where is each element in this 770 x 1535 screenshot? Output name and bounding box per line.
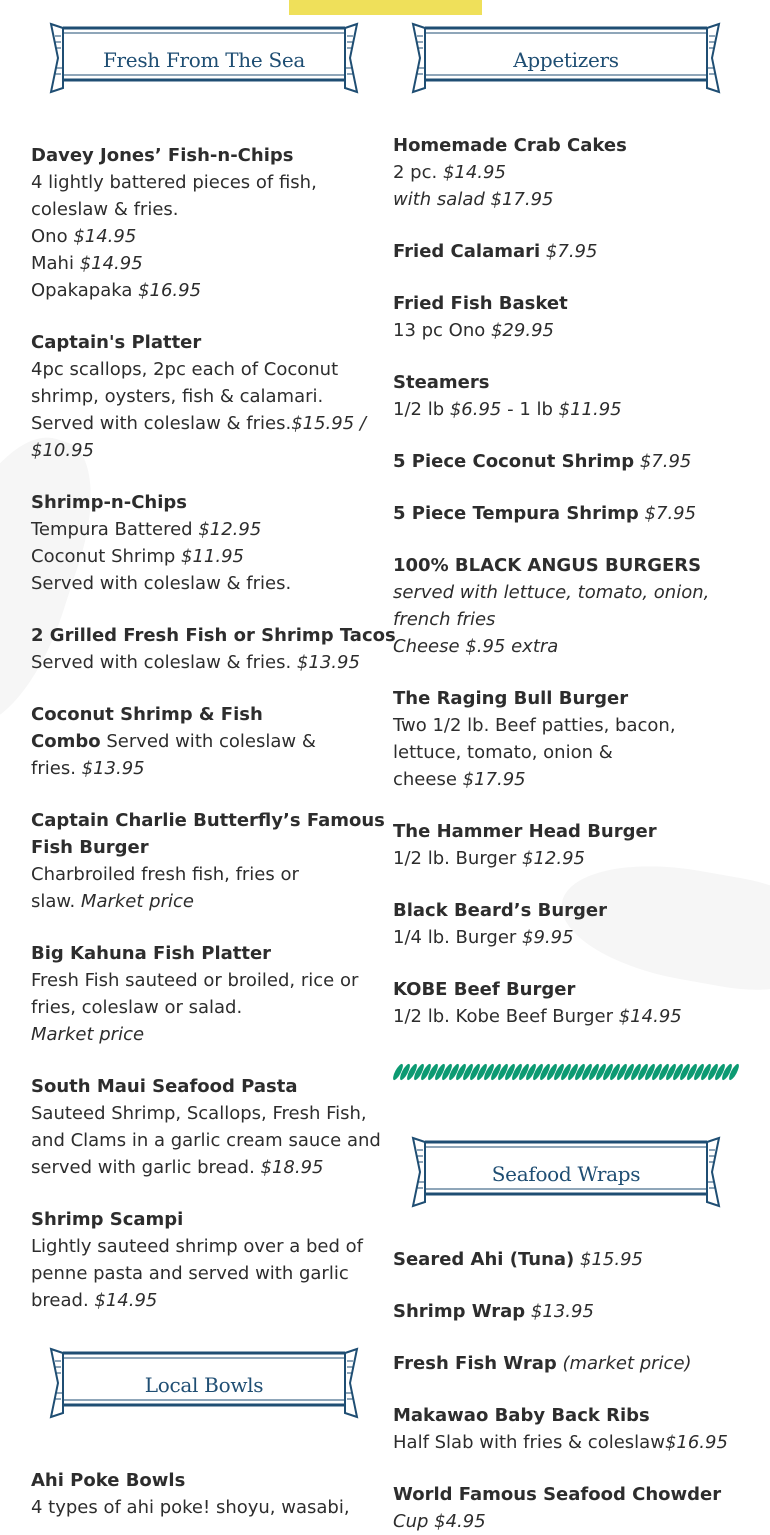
item-price: $14.95	[73, 226, 137, 247]
top-accent-bar	[289, 0, 482, 15]
menu-item	[393, 500, 696, 527]
item-name: Captain Charlie Butterfly’s Famous	[31, 810, 385, 831]
section-banner-local-bowls	[49, 1347, 359, 1421]
item-price: $9.95	[522, 927, 574, 948]
section-title: Local Bowls	[144, 1373, 264, 1397]
item-description: 4 types of ahi poke! shoyu, wasabi,	[31, 1497, 350, 1518]
item-price: $7.95	[644, 503, 697, 524]
item-description: fries, coleslaw or salad.	[31, 997, 243, 1018]
item-description: shrimp, oysters, fish & calamari.	[31, 386, 324, 407]
item-price: $10.95	[31, 440, 94, 461]
item-name: 5 Piece Coconut Shrimp	[393, 451, 635, 472]
item-price: $11.95	[558, 399, 622, 420]
section-title: Appetizers	[513, 48, 619, 72]
item-name: 100% BLACK ANGUS BURGERS	[393, 555, 702, 576]
menu-item	[31, 1073, 381, 1181]
item-price: $14.95	[94, 1290, 158, 1311]
item-name: Captain's Platter	[31, 332, 202, 353]
menu-item	[31, 701, 316, 782]
menu-item	[31, 807, 385, 915]
item-name: The Raging Bull Burger	[393, 688, 629, 709]
rope-divider-icon	[393, 1061, 739, 1083]
item-name: World Famous Seafood Chowder	[393, 1484, 722, 1505]
item-price: $7.95	[545, 241, 598, 262]
item-option: Opakapaka	[31, 280, 139, 301]
item-description: 4pc scallops, 2pc each of Coconut	[31, 359, 339, 380]
item-price: $12.95	[198, 519, 262, 540]
item-price: $18.95	[260, 1157, 324, 1178]
menu-item	[393, 897, 607, 951]
item-name: Fish Burger	[31, 837, 149, 858]
item-description: fries.	[31, 758, 82, 779]
item-price: $14.95	[618, 1006, 682, 1027]
item-name: Fried Calamari	[393, 241, 541, 262]
item-name: Steamers	[393, 372, 490, 393]
item-name: Ahi Poke Bowls	[31, 1470, 186, 1491]
item-description: penne pasta and served with garlic	[31, 1263, 349, 1284]
item-price: $14.95	[79, 253, 143, 274]
item-name: 5 Piece Tempura Shrimp	[393, 503, 639, 524]
item-price: $14.95	[442, 162, 506, 183]
item-description: 13 pc Ono	[393, 320, 491, 341]
section-banner-wraps	[411, 1136, 721, 1210]
item-description: Served with coleslaw & fries.	[31, 573, 292, 594]
menu-item	[393, 1402, 728, 1456]
item-price: $15.95 /	[291, 413, 366, 434]
item-description: served with lettuce, tomato, onion,	[393, 582, 710, 603]
item-description: french fries	[393, 609, 496, 630]
item-price: $12.95	[522, 848, 586, 869]
item-name: Seared Ahi (Tuna)	[393, 1249, 575, 1270]
menu-item	[393, 290, 568, 344]
item-name: Fried Fish Basket	[393, 293, 568, 314]
item-name: 2 Grilled Fresh Fish or Shrimp Tacos	[31, 625, 396, 646]
item-name: South Maui Seafood Pasta	[31, 1076, 298, 1097]
item-name: Shrimp Wrap	[393, 1301, 526, 1322]
item-option: Coconut Shrimp	[31, 546, 182, 567]
menu-item	[31, 329, 366, 464]
item-description: Half Slab with fries & coleslaw	[393, 1432, 665, 1453]
item-price: Market price	[80, 891, 194, 912]
item-price: $16.95	[138, 280, 202, 301]
menu-item	[393, 1298, 594, 1325]
item-price: with salad $17.95	[393, 189, 554, 210]
menu-item	[393, 1481, 721, 1535]
item-price: $13.95	[530, 1301, 594, 1322]
item-description: Charbroiled fresh fish, fries or	[31, 864, 299, 885]
menu-item	[393, 132, 627, 213]
item-description: 1/4 lb. Burger	[393, 927, 523, 948]
item-description: 1/2 lb. Kobe Beef Burger	[393, 1006, 619, 1027]
menu-item	[31, 1206, 363, 1314]
item-price: Cup $4.95	[393, 1511, 486, 1532]
item-name: Combo	[31, 731, 101, 752]
item-description: 4 lightly battered pieces of fish,	[31, 172, 317, 193]
item-description: coleslaw & fries.	[31, 199, 179, 220]
item-description: Served with coleslaw & fries.	[31, 413, 292, 434]
item-price: Market price	[31, 1024, 145, 1045]
menu-item	[393, 1246, 643, 1273]
menu-item	[31, 1467, 350, 1521]
menu-item	[393, 238, 597, 265]
section-title: Fresh From The Sea	[102, 48, 306, 72]
item-price: $17.95	[462, 769, 526, 790]
item-description: Lightly sauteed shrimp over a bed of	[31, 1236, 363, 1257]
item-option: Tempura Battered	[31, 519, 199, 540]
item-description: served with garlic bread.	[31, 1157, 261, 1178]
item-name: Shrimp-n-Chips	[31, 492, 188, 513]
item-name: Black Beard’s Burger	[393, 900, 607, 921]
item-description: Served with coleslaw &	[100, 731, 316, 752]
item-price: $6.95	[449, 399, 502, 420]
item-option: 2 pc.	[393, 162, 443, 183]
menu-item	[31, 142, 317, 304]
item-description: 1/2 lb. Burger	[393, 848, 523, 869]
item-price: $13.95	[296, 652, 360, 673]
item-name: Shrimp Scampi	[31, 1209, 184, 1230]
menu-item	[393, 552, 709, 660]
item-price: $16.95	[664, 1432, 728, 1453]
item-price: $29.95	[490, 320, 554, 341]
section-title: Seafood Wraps	[491, 1162, 641, 1186]
item-description: Two 1/2 lb. Beef patties, bacon,	[393, 715, 676, 736]
item-name: Coconut Shrimp & Fish	[31, 704, 263, 725]
item-description: slaw.	[31, 891, 81, 912]
section-banner-appetizers	[411, 22, 721, 96]
item-name: KOBE Beef Burger	[393, 979, 576, 1000]
item-price: $7.95	[639, 451, 692, 472]
item-description: bread.	[31, 1290, 95, 1311]
item-price: (market price)	[562, 1353, 692, 1374]
item-description: Sauteed Shrimp, Scallops, Fresh Fish,	[31, 1103, 367, 1124]
menu-item	[393, 685, 676, 793]
item-name: The Hammer Head Burger	[393, 821, 657, 842]
item-option: - 1 lb	[501, 399, 559, 420]
item-description: and Clams in a garlic cream sauce and	[31, 1130, 381, 1151]
menu-item	[393, 818, 657, 872]
item-description: Fresh Fish sauteed or broiled, rice or	[31, 970, 359, 991]
item-name: Makawao Baby Back Ribs	[393, 1405, 650, 1426]
section-banner-fresh	[49, 22, 359, 96]
item-name: Fresh Fish Wrap	[393, 1353, 557, 1374]
item-option: 1/2 lb	[393, 399, 450, 420]
item-price: $13.95	[81, 758, 145, 779]
item-price: $11.95	[181, 546, 244, 567]
item-option: Ono	[31, 226, 74, 247]
menu-item	[31, 489, 291, 597]
item-name: Big Kahuna Fish Platter	[31, 943, 272, 964]
menu-item	[393, 1350, 692, 1377]
menu-item	[393, 976, 682, 1030]
menu-item	[31, 622, 396, 676]
item-description: lettuce, tomato, onion &	[393, 742, 613, 763]
item-name: Davey Jones’ Fish-n-Chips	[31, 145, 294, 166]
item-description: cheese	[393, 769, 463, 790]
item-description: Cheese $.95 extra	[393, 636, 559, 657]
item-name: Homemade Crab Cakes	[393, 135, 627, 156]
item-description: Served with coleslaw & fries.	[31, 652, 297, 673]
item-price: $15.95	[580, 1249, 643, 1270]
menu-item	[393, 448, 691, 475]
item-option: Mahi	[31, 253, 80, 274]
menu-item	[31, 940, 358, 1048]
menu-item	[393, 369, 622, 423]
